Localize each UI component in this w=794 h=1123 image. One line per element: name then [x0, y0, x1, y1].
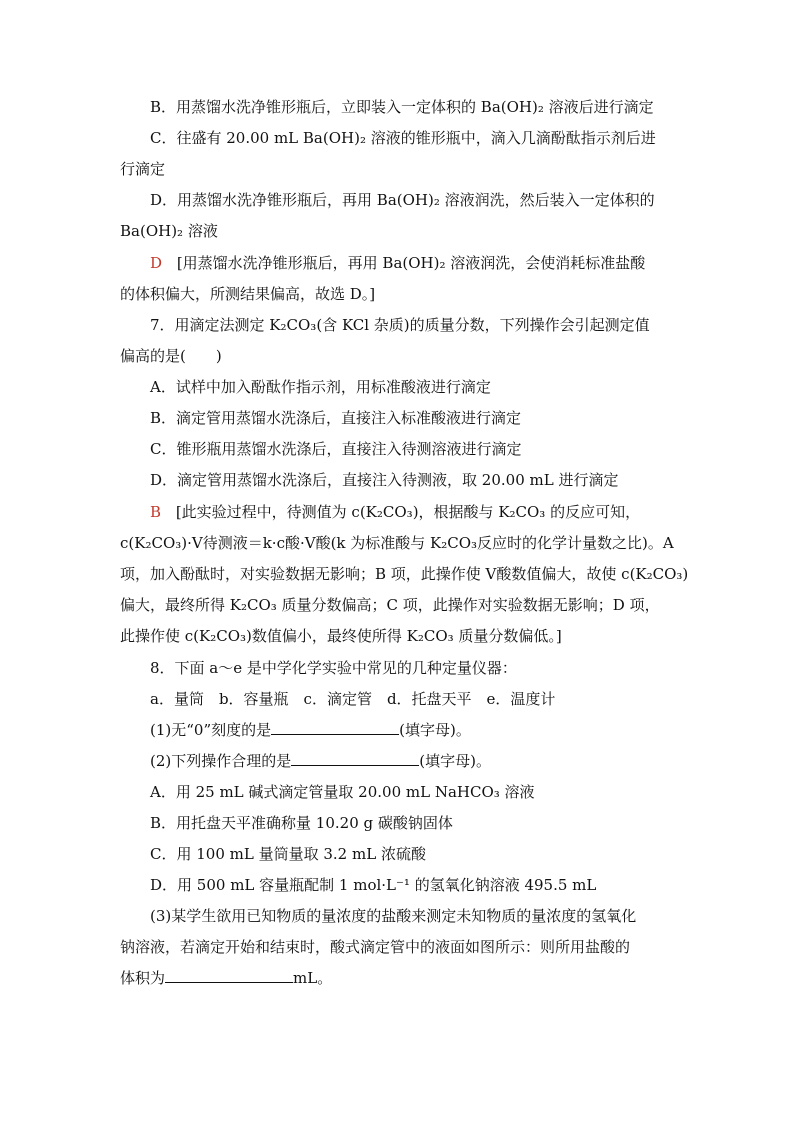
q6-answer-line1: [150, 253, 645, 273]
q7-explanation-1: [此实验过程中，待测值为 c(K₂CO₃)，根据酸与 K₂CO₃ 的反应可知，: [175, 503, 641, 521]
q7-answer-line1: [150, 502, 640, 522]
q8-option-d: D．用 500 mL 容量瓶配制 1 mol·L⁻¹ 的氢氧化钠溶液 495.5 mL: [150, 876, 597, 894]
q7-stem-line1: 7．用滴定法测定 K₂CO₃(含 KCl 杂质)的质量分数，下列操作会引起测定值: [150, 316, 650, 334]
q7-answer-letter: B: [150, 503, 162, 521]
q6-option-c-line1: C．往盛有 20.00 mL Ba(OH)₂ 溶液的锥形瓶中，滴入几滴酚酞指示剂后进: [150, 129, 656, 147]
q8-part2-suffix: (填字母)。: [419, 752, 491, 770]
q7-option-b: B．滴定管用蒸馏水洗涤后，直接注入标准酸液进行滴定: [150, 409, 522, 427]
q6-answer-letter: D: [150, 254, 163, 272]
q8-part3-prompt: 体积为: [120, 969, 166, 987]
q7-option-d: D．滴定管用蒸馏水洗涤后，直接注入待测液，取 20.00 mL 进行滴定: [150, 471, 619, 489]
q8-part2: [150, 751, 491, 771]
q6-answer-text: [用蒸馏水洗净锥形瓶后，再用 Ba(OH)₂ 溶液润洗，会使消耗标准盐酸: [176, 254, 646, 272]
q8-option-c: C．用 100 mL 量筒量取 3.2 mL 浓硫酸: [150, 845, 426, 863]
q8-part1-answer-blank[interactable]: [271, 720, 399, 735]
q8-part1-prompt: (1)无“0”刻度的是: [150, 721, 272, 739]
q6-option-d-line1: D．用蒸馏水洗净锥形瓶后，再用 Ba(OH)₂ 溶液润洗，然后装入一定体积的: [150, 191, 655, 209]
q7-option-c: C．锥形瓶用蒸馏水洗涤后，直接注入待测溶液进行滴定: [150, 440, 522, 458]
q7-option-a: A．试样中加入酚酞作指示剂，用标准酸液进行滴定: [150, 378, 491, 396]
q7-explanation-2: c(K₂CO₃)·V待测液＝k·c酸·V酸(k 为标准酸与 K₂CO₃反应时的化学计量数之比)。A: [120, 534, 674, 552]
q8-part3-line2: 钠溶液，若滴定开始和结束时，酸式滴定管中的液面如图所示：则所用盐酸的: [120, 938, 631, 956]
q8-part3-line1: (3)某学生欲用已知物质的量浓度的盐酸来测定未知物质的量浓度的氢氧化: [150, 907, 637, 925]
q8-option-a: A．用 25 mL 碱式滴定管量取 20.00 mL NaHCO₃ 溶液: [150, 783, 535, 801]
q6-answer-line2: 的体积偏大，所测结果偏高，故选 D。]: [120, 285, 376, 303]
q8-part1-suffix: (填字母)。: [399, 721, 471, 739]
q8-stem: 8．下面 a～e 是中学化学实验中常见的几种定量仪器：: [150, 659, 517, 677]
q8-part3-unit: mL。: [293, 969, 333, 987]
q6-option-d-line2: Ba(OH)₂ 溶液: [120, 222, 218, 240]
q8-part2-answer-blank[interactable]: [291, 751, 419, 766]
q8-instrument-list: a．量筒 b．容量瓶 c．滴定管 d．托盘天平 e．温度计: [150, 690, 556, 708]
q8-option-b: B．用托盘天平准确称量 10.20 g 碳酸钠固体: [150, 814, 453, 832]
q6-option-c-line2: 行滴定: [120, 160, 166, 178]
q6-option-b: B．用蒸馏水洗净锥形瓶后，立即装入一定体积的 Ba(OH)₂ 溶液后进行滴定: [150, 98, 654, 116]
q7-stem-line2: 偏高的是( ): [120, 347, 222, 365]
q8-part3-line3: [120, 968, 332, 988]
q8-part3-answer-blank[interactable]: [165, 968, 293, 983]
q8-part2-prompt: (2)下列操作合理的是: [150, 752, 292, 770]
q7-explanation-3: 项，加入酚酞时，对实验数据无影响；B 项，此操作使 V酸数值偏大，故使 c(K₂CO₃): [120, 565, 689, 583]
q7-explanation-5: 此操作使 c(K₂CO₃)数值偏小，最终使所得 K₂CO₃ 质量分数偏低。]: [120, 627, 562, 645]
q8-part1: [150, 720, 471, 740]
q7-explanation-4: 偏大，最终所得 K₂CO₃ 质量分数偏高；C 项，此操作对实验数据无影响；D 项，: [120, 596, 660, 614]
